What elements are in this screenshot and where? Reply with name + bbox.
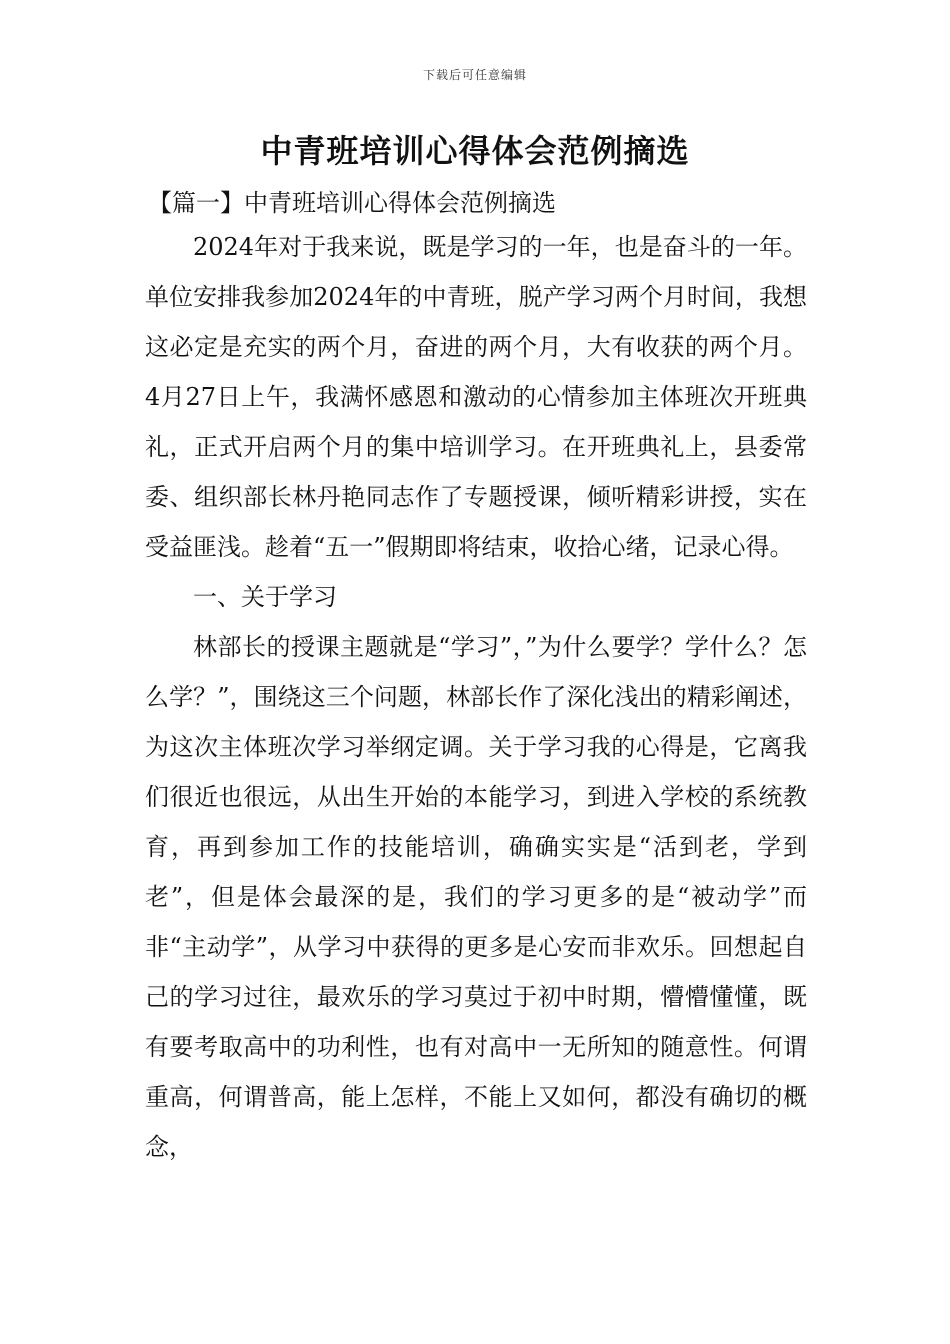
paragraph-learning: 林部长的授课主题就是“学习”，”为什么要学？学什么？怎么学？”，围绕这三个问题，林部长作了深化浅出的精彩阐述，为这次主体班次学习举纲定调。关于学习我的心得是，它离我们很近也很远，从出生开始的本能学习，到进入学校的系统教育，再到参加工作的技能培训，确确实实是“活到老，学到老”，但是体会最深的是，我们的学习更多的是“被动学”而非“主动学”，从学习中获得的更多是心安而非欢乐。回想起自己的学习过往，最欢乐的学习莫过于初中时期，懵懵懂懂，既有要考取高中的功利性，也有对高中一无所知的随意性。何谓重高，何谓普高，能上怎样，不能上又如何，都没有确切的概念， — [145, 633, 807, 1161]
document-body — [145, 222, 807, 1172]
header-note: 下载后可任意编辑 — [422, 68, 527, 82]
document-title: 中青班培训心得体会范例摘选 — [260, 132, 690, 170]
subheading-learning: 一、关于学习 — [193, 583, 337, 611]
paragraph-intro: 2024年对于我来说，既是学习的一年，也是奋斗的一年。单位安排我参加2024年的中青班，脱产学习两个月时间，我想这必定是充实的两个月，奋进的两个月，大有收获的两个月。4月27日上午，我满怀感恩和激动的心情参加主体班次开班典礼，正式开启两个月的集中培训学习。在开班典礼上，县委常委、组织部长林丹艳同志作了专题授课，倾听精彩讲授，实在受益匪浅。趁着“五一”假期即将结束，收拾心绪，记录心得。 — [145, 233, 807, 561]
section-heading: 【篇一】中青班培训心得体会范例摘选 — [148, 189, 556, 217]
